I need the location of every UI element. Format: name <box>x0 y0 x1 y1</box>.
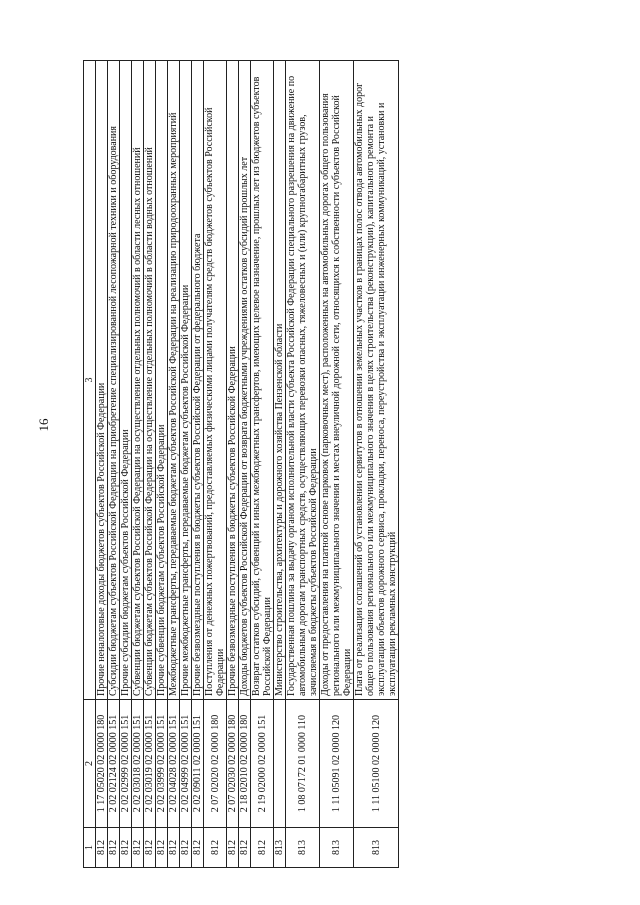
table-row <box>120 61 132 868</box>
admin-code-cell: 813 <box>274 828 286 868</box>
admin-code-cell: 813 <box>320 828 354 868</box>
budget-code-cell: 2 18 02010 02 0000 180 <box>239 700 251 828</box>
table-row <box>180 61 192 868</box>
header-col-3: 3 <box>84 61 96 700</box>
table-row <box>286 61 320 868</box>
description-cell: Прочие субвенции бюджетам субъектов Российской Федерации <box>156 61 168 700</box>
admin-code-cell: 813 <box>286 828 320 868</box>
description-cell: Субвенции бюджетам субъектов Российской Федерации на осуществление отдельных полномочий в области водных отношений <box>144 61 156 700</box>
description-cell: Прочие безвозмездные поступления в бюджеты субъектов Российской Федерации от федерального бюджета <box>192 61 204 700</box>
admin-code-cell: 812 <box>192 828 204 868</box>
description-cell: Поступления от денежных пожертвований, предоставляемых физическими лицами получателям средств бюджетов субъектов Российской Федерации <box>204 61 227 700</box>
table-row <box>168 61 180 868</box>
budget-code-cell: 2 02 09011 02 0000 151 <box>192 700 204 828</box>
budget-code-cell: 2 19 02000 02 0000 151 <box>251 700 274 828</box>
description-cell: Субсидии бюджетам субъектов Российской Федерации на приобретение специализированной лесопожарной техники и оборудования <box>108 61 120 700</box>
admin-code-cell: 812 <box>132 828 144 868</box>
budget-code-cell: 2 07 02030 02 0000 180 <box>227 700 239 828</box>
table-row <box>204 61 227 868</box>
admin-code-cell: 813 <box>354 828 399 868</box>
table-row <box>132 61 144 868</box>
admin-code-cell: 812 <box>144 828 156 868</box>
admin-code-cell: 812 <box>239 828 251 868</box>
admin-code-cell: 812 <box>156 828 168 868</box>
admin-code-cell: 812 <box>204 828 227 868</box>
table-row <box>239 61 251 868</box>
admin-code-cell: 812 <box>227 828 239 868</box>
header-col-1: 1 <box>84 828 96 868</box>
description-cell: Министерство строительства, архитектуры и дорожного хозяйства Пензенской области <box>274 61 286 700</box>
description-cell: Прочие неналоговые доходы бюджетов субъектов Российской Федерации <box>96 61 108 700</box>
budget-code-cell: 1 08 07172 01 0000 110 <box>286 700 320 828</box>
rotated-table-container <box>83 60 565 868</box>
description-cell: Прочие субсидии бюджетам субъектов Российской Федерации <box>120 61 132 700</box>
description-cell: Субвенции бюджетам субъектов Российской Федерации на осуществление отдельных полномочий в области лесных отношений <box>132 61 144 700</box>
budget-code-cell: 2 02 04028 02 0000 151 <box>168 700 180 828</box>
header-col-2: 2 <box>84 700 96 828</box>
table-row <box>156 61 168 868</box>
description-cell: Плата от реализации соглашений об установлении сервитутов в отношении земельных участков в границах полос отвода автомобильных дорог общего пользования регионального или межмуниципального значения в целях строительства (реконструкции), капитального ремонта и эксплуатации объектов дорожного сервиса, прокладки, переноса, переустройства и эксплуатации инженерных коммуникаций, установки и эксплуатации рекламных конструкций <box>354 61 399 700</box>
budget-code-cell: 2 02 02999 02 0000 151 <box>120 700 132 828</box>
admin-code-cell: 812 <box>96 828 108 868</box>
budget-code-cell: 2 02 03018 02 0000 151 <box>132 700 144 828</box>
budget-code-cell: 1 11 05100 02 0000 120 <box>354 700 399 828</box>
table-row <box>144 61 156 868</box>
description-cell: Возврат остатков субсидий, субвенций и иных межбюджетных трансфертов, имеющих целевое назначение, прошлых лет из бюджетов субъектов Российской Федерации <box>251 61 274 700</box>
admin-code-cell: 812 <box>180 828 192 868</box>
admin-code-cell: 812 <box>108 828 120 868</box>
description-cell: Государственная пошлина за выдачу органом исполнительной власти субъекта Российской Федерации специального разрешения на движение по автомобильным дорогам транспортных средств, осуществляющих перевозки опасных, тяжеловесных и (или) крупногабаритных грузов, зачисляемая в бюджеты субъектов Российской Федерации <box>286 61 320 700</box>
budget-code-cell <box>274 700 286 828</box>
description-cell: Доходы от предоставления на платной основе парковок (парковочных мест), расположенных на автомобильных дорогах общего пользования регионального или межмуниципального значения и местах внеуличной дорожной сети, относящихся к собственности субъектов Российской Федерации <box>320 61 354 700</box>
admin-code-cell: 812 <box>120 828 132 868</box>
admin-code-cell: 812 <box>168 828 180 868</box>
budget-code-cell: 1 11 05091 02 0000 120 <box>320 700 354 828</box>
budget-code-cell: 2 02 03999 02 0000 151 <box>156 700 168 828</box>
budget-code-cell: 2 02 03019 02 0000 151 <box>144 700 156 828</box>
table-row <box>192 61 204 868</box>
page-number: 16 <box>36 418 51 432</box>
admin-code-cell: 812 <box>251 828 274 868</box>
description-cell: Прочие межбюджетные трансферты, передаваемые бюджетам субъектов Российской Федерации <box>180 61 192 700</box>
description-cell: Доходы бюджетов субъектов Российской Федерации от возврата бюджетными учреждениями остатков субсидий прошлых лет <box>239 61 251 700</box>
revenue-codes-table <box>83 60 399 868</box>
budget-code-cell: 2 02 02124 02 0000 151 <box>108 700 120 828</box>
table-row <box>251 61 274 868</box>
table-header-row <box>84 61 96 868</box>
description-cell: Межбюджетные трансферты, передаваемые бюджетам субъектов Российской Федерации на реализацию природоохранных мероприятий <box>168 61 180 700</box>
budget-code-cell: 2 02 04999 02 0000 151 <box>180 700 192 828</box>
table-row <box>96 61 108 868</box>
description-cell: Прочие безвозмездные поступления в бюджеты субъектов Российской Федерации <box>227 61 239 700</box>
table-row <box>108 61 120 868</box>
table-row <box>274 61 286 868</box>
budget-code-cell: 1 17 05020 02 0000 180 <box>96 700 108 828</box>
table-row <box>320 61 354 868</box>
budget-code-cell: 2 07 02020 02 0000 180 <box>204 700 227 828</box>
table-row <box>354 61 399 868</box>
table-row <box>227 61 239 868</box>
